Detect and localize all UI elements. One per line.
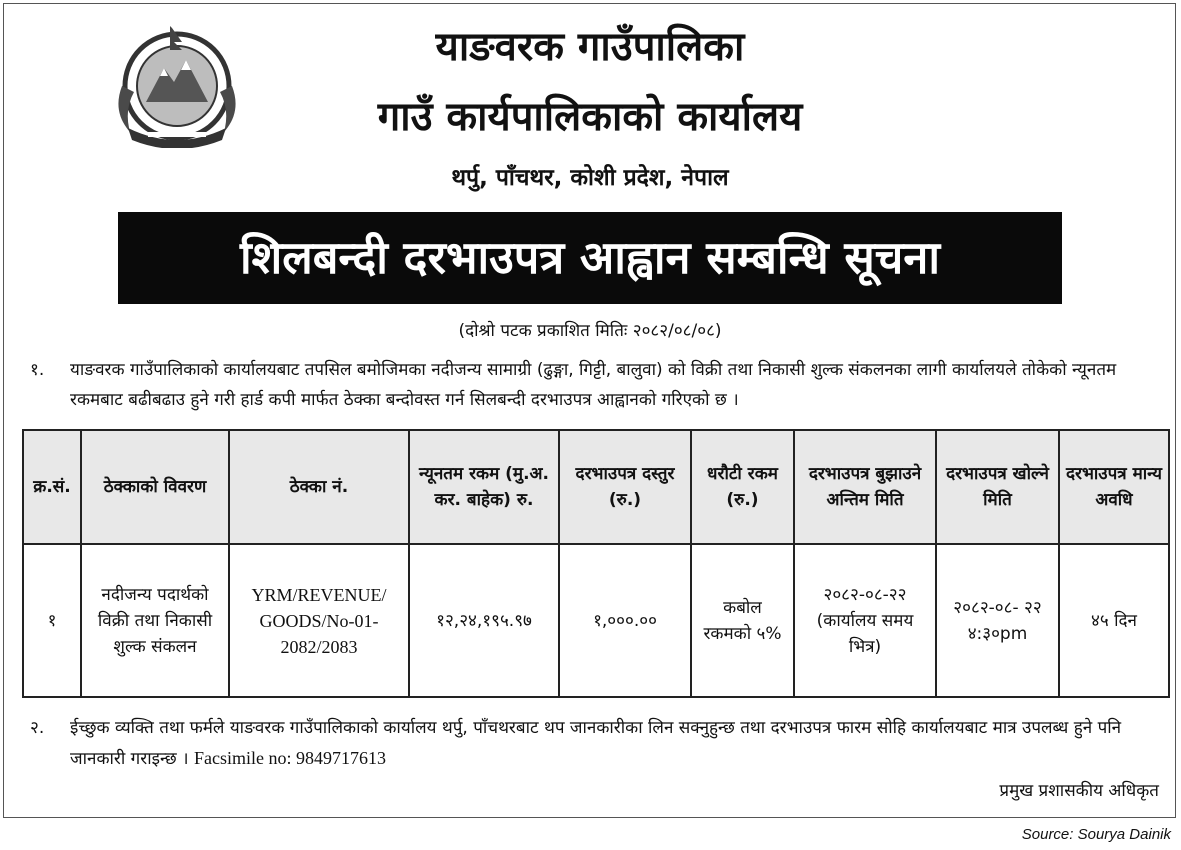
para2-body: ईच्छुक व्यक्ति तथा फर्मले याङवरक गाउँपालिकाको कार्यालय थर्पु, पाँचथरबाट थप जानकारीका लिन सक्नुहुन्छ तथा दरभाउपत्र फारम सोहि कार्यालयबाट मात्र उपलब्ध हुने पनि जानकारी गराइन्छ । xyxy=(70,718,1122,769)
cell-sn: १ xyxy=(23,544,81,697)
col-header-sn: क्र.सं. xyxy=(23,430,81,544)
table-row xyxy=(23,544,1169,697)
cell-min-amount: १२,२४,१९५.९७ xyxy=(409,544,559,697)
publication-date: (दोश्रो पटक प्रकाशित मितिः २०८२/०८/०८) xyxy=(458,321,722,341)
col-header-min-amount: न्यूनतम रकम (मु.अ. कर. बाहेक) रु. xyxy=(409,430,559,544)
bid-table xyxy=(22,429,1170,698)
cell-description: नदीजन्य पदार्थको विक्री तथा निकासी शुल्क संकलन xyxy=(81,544,229,697)
open-time: ४:३०pm xyxy=(967,623,1028,644)
col-header-validity: दरभाउपत्र मान्य अवधि xyxy=(1059,430,1169,544)
cell-open-date xyxy=(936,544,1059,697)
col-header-description: ठेक्काको विवरण xyxy=(81,430,229,544)
fax-number: Facsimile no: 9849717613 xyxy=(193,748,386,768)
source-credit: Source: Sourya Dainik xyxy=(1021,826,1171,843)
col-header-submit-deadline: दरभाउपत्र बुझाउने अन्तिम मिति xyxy=(794,430,936,544)
para1-number: १. xyxy=(30,360,45,380)
cell-submit-deadline: २०८२-०८-२२ (कार्यालय समय भित्र) xyxy=(794,544,936,697)
office-address: थर्पु, पाँचथर, कोशी प्रदेश, नेपाल xyxy=(451,165,729,191)
para2-number: २. xyxy=(30,718,45,738)
cell-deposit: कबोल रकमको ५% xyxy=(691,544,794,697)
table-header-row xyxy=(23,430,1169,544)
col-header-deposit: धरौटी रकम (रु.) xyxy=(691,430,794,544)
notice-title-banner: शिलबन्दी दरभाउपत्र आह्वान सम्बन्धि सूचना xyxy=(118,212,1062,304)
col-header-open-date: दरभाउपत्र खोल्ने मिति xyxy=(936,430,1059,544)
open-date: २०८२-०८- २२ xyxy=(953,597,1042,618)
office-name: गाउँ कार्यपालिकाको कार्यालय xyxy=(377,94,803,140)
col-header-contract-no: ठेक्का नं. xyxy=(229,430,409,544)
municipality-name: याङवरक गाउँपालिका xyxy=(435,24,745,70)
cell-fee: १,०००.०० xyxy=(559,544,691,697)
signatory-title: प्रमुख प्रशासकीय अधिकृत xyxy=(999,781,1159,801)
para1-text: याङवरक गाउँपालिकाको कार्यालयबाट तपसिल बमोजिमका नदीजन्य सामाग्री (ढुङ्गा, गिट्टी, बालुवा) को विक्री तथा निकासी शुल्क संकलनका लागी कार्यालयले तोकेको न्यूनतम रकमबाट बढीबढाउ हुने गरी हार्ड कपी मार्फत ठेक्का बन्दोवस्त गर्न सिलबन्दी दरभाउपत्र आह्वानको गरिएको छ । xyxy=(70,360,1117,410)
col-header-fee: दरभाउपत्र दस्तुर (रु.) xyxy=(559,430,691,544)
para2-text xyxy=(70,713,1162,774)
cell-validity: ४५ दिन xyxy=(1059,544,1169,697)
nepal-government-emblem-icon xyxy=(108,20,246,148)
cell-contract-no: YRM/REVENUE/ GOODS/No-01- 2082/2083 xyxy=(229,544,409,697)
